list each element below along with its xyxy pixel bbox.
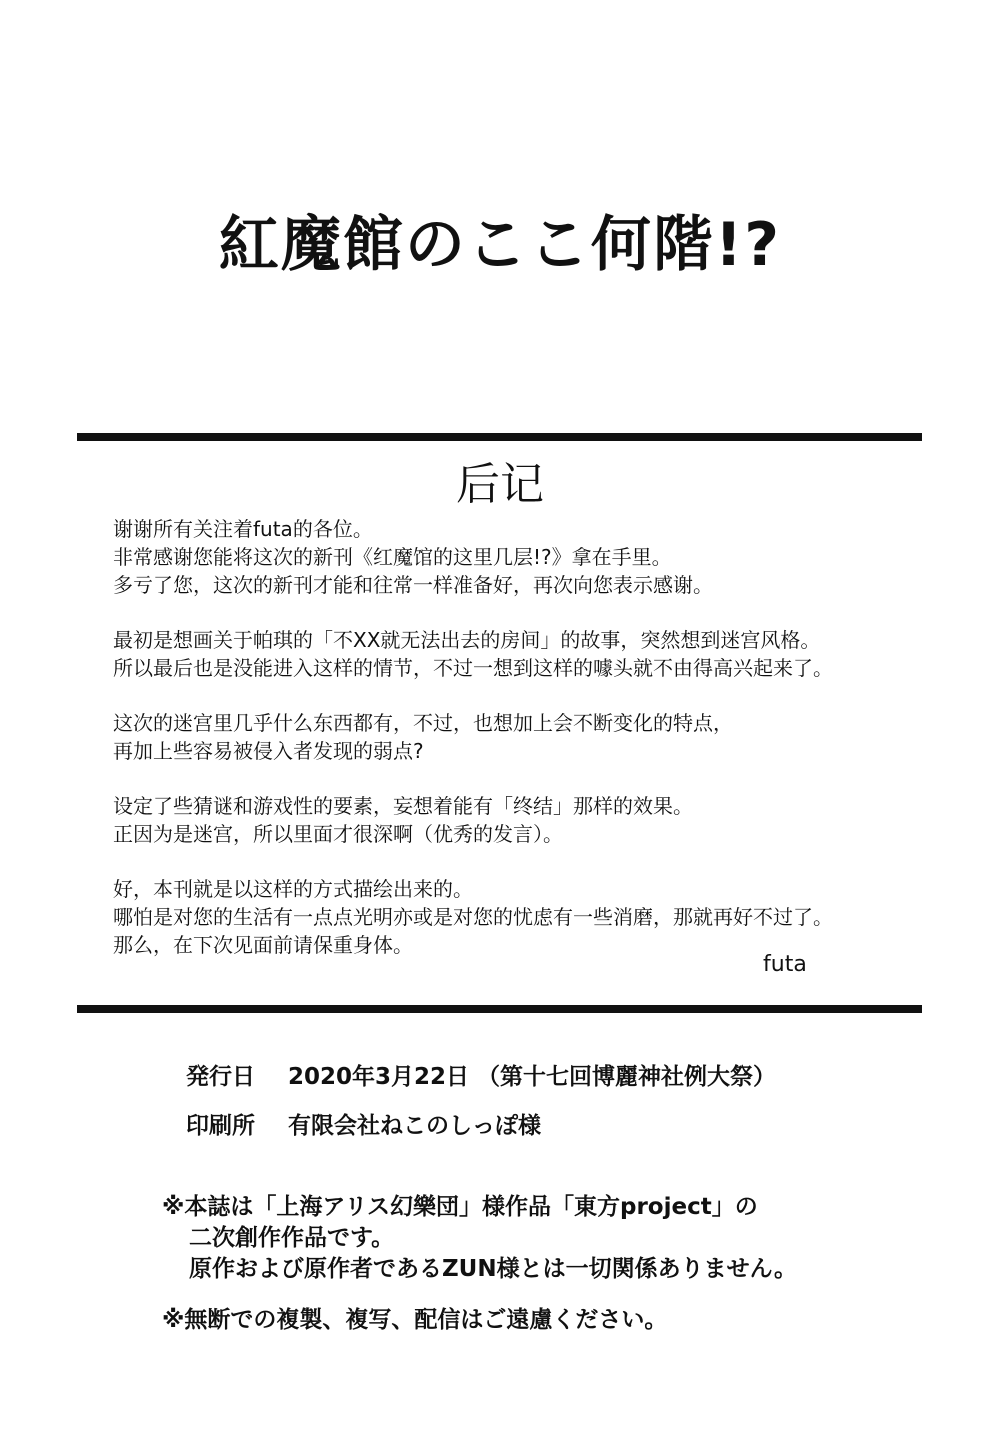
afterword-line: 谢谢所有关注着futa的各位。 xyxy=(113,517,373,541)
issue-date-value: 2020年3月22日 （第十七回博麗神社例大祭） xyxy=(288,1064,777,1090)
afterword-line: 设定了些猜谜和游戏性的要素，妄想着能有「终结」那样的效果。 xyxy=(113,794,693,818)
afterword-paragraph xyxy=(113,792,933,848)
afterword-line: 正因为是迷宫，所以里面才很深啊（优秀的发言）。 xyxy=(113,822,563,846)
printer-label: 印刷所 xyxy=(186,1113,255,1139)
afterword-heading: 后记 xyxy=(456,459,544,510)
afterword-line: 好，本刊就是以这样的方式描绘出来的。 xyxy=(113,877,473,901)
afterword-line: 那么，在下次见面前请保重身体。 xyxy=(113,933,413,957)
afterword-body xyxy=(113,515,933,986)
afterword-paragraph xyxy=(113,515,933,599)
author-signature: futa xyxy=(763,952,807,977)
issue-date-row xyxy=(186,1061,776,1093)
disclaimer-line: 原作および原作者であるZUN様とは一切関係ありません。 xyxy=(189,1256,797,1282)
afterword-line: 所以最后也是没能进入这样的情节，不过一想到这样的噱头就不由得高兴起来了。 xyxy=(113,656,833,680)
printer-value: 有限会社ねこのしっぽ様 xyxy=(288,1113,541,1139)
afterword-paragraph xyxy=(113,709,933,765)
afterword-line: 这次的迷宫里几乎什么东西都有，不过，也想加上会不断变化的特点， xyxy=(113,711,733,735)
copy-warning: ※無断での複製、複写、配信はご遠慮ください。 xyxy=(162,1307,668,1333)
printer-row xyxy=(186,1110,541,1142)
divider-top xyxy=(77,433,922,441)
afterword-line: 多亏了您，这次的新刊才能和往常一样准备好，再次向您表示感谢。 xyxy=(113,573,713,597)
afterword-line: 非常感谢您能将这次的新刊《红魔馆的这里几层!?》拿在手里。 xyxy=(113,545,672,569)
fan-work-disclaimer xyxy=(162,1192,797,1285)
issue-date-label: 発行日 xyxy=(186,1064,255,1090)
afterword-line: 再加上些容易被侵入者发现的弱点? xyxy=(113,739,424,763)
disclaimer-line: 二次創作作品です。 xyxy=(189,1225,395,1251)
book-title: 紅魔館のここ何階!? xyxy=(218,210,782,280)
disclaimer-line: ※本誌は「上海アリス幻樂団」様作品「東方project」の xyxy=(162,1194,758,1220)
afterword-paragraph xyxy=(113,626,933,682)
afterword-line: 最初是想画关于帕琪的「不XX就无法出去的房间」的故事，突然想到迷宫风格。 xyxy=(113,628,821,652)
afterword-paragraph xyxy=(113,875,933,959)
afterword-line: 哪怕是对您的生活有一点点光明亦或是对您的忧虑有一些消磨，那就再好不过了。 xyxy=(113,905,833,929)
divider-bottom xyxy=(77,1005,922,1013)
